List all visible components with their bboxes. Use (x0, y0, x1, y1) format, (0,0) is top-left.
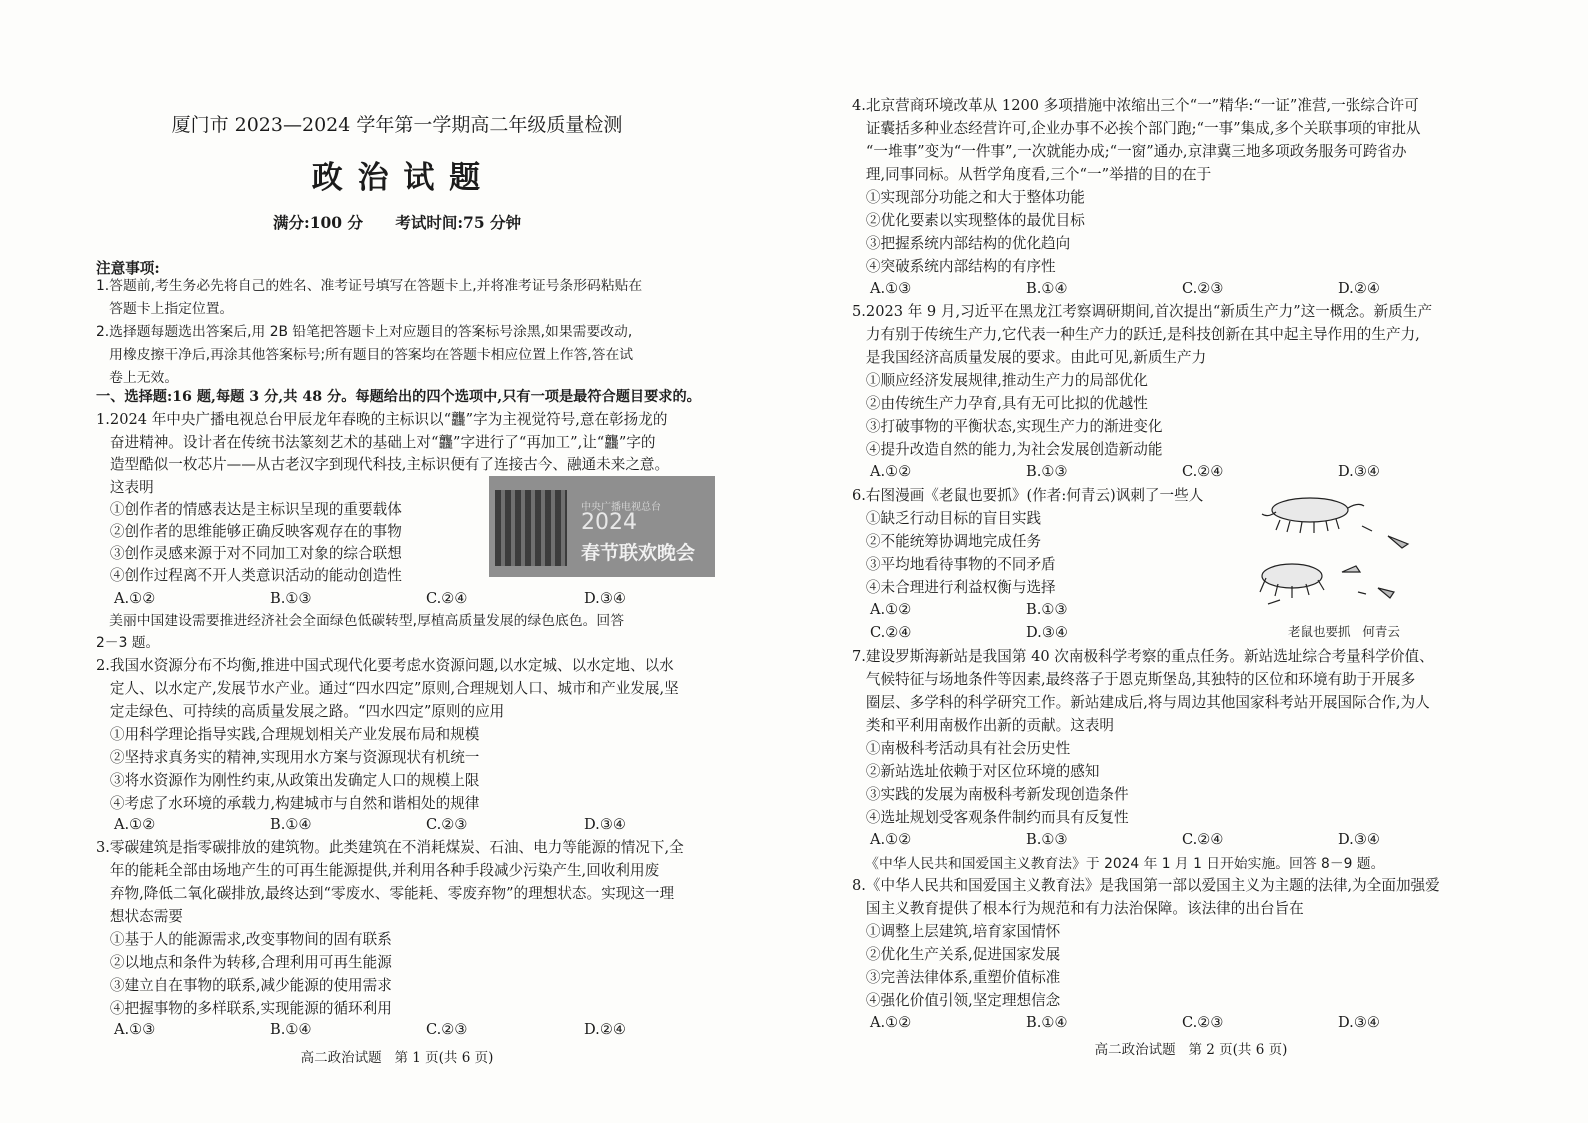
question-6-line: ①缺乏行动目标的盲目实践 (852, 510, 1042, 527)
question-1-line: 奋进精神。设计者在传统书法篆刻艺术的基础上对“龘”字进行了“再加工”,让“龘”字的 (96, 434, 656, 451)
question-2-line: ③将水资源作为刚性约束,从政策出发确定人口的规模上限 (96, 772, 480, 789)
option-d[interactable]: D.③④ (1338, 1014, 1380, 1031)
question-4-line: ②优化要素以实现整体的最优目标 (852, 212, 1085, 229)
question-3-line: 年的能耗全部由场地产生的可再生能源提供,并利用各种手段减少污染产生,回收利用废 (96, 862, 660, 879)
question-7-line: 圈层、多学科的科学研究工作。新站建成后,将与周边其他国家科考站开展国际合作,为人 (852, 694, 1430, 711)
option-a[interactable]: A.①② (114, 816, 156, 833)
notice-line: 用橡皮擦干净后,再涂其他答案标号;所有题目的答案均在答题卡相应位置上作答,答在试 (96, 347, 634, 363)
question-3-line: ①基于人的能源需求,改变事物间的固有联系 (96, 931, 392, 948)
question-5-line: 是我国经济高质量发展的要求。由此可见,新质生产力 (852, 349, 1207, 366)
option-d[interactable]: D.③④ (584, 590, 626, 607)
question-6-line: ④未合理进行利益权衡与选择 (852, 579, 1056, 596)
question-7-line: 类和平利用南极作出新的贡献。这表明 (852, 717, 1115, 734)
question-5-line: ②由传统生产力孕育,具有无可比拟的优越性 (852, 395, 1148, 412)
question-4-line: ④突破系统内部结构的有序性 (852, 258, 1056, 275)
question-4-line: ③把握系统内部结构的优化趋向 (852, 235, 1071, 252)
option-b[interactable]: B.①③ (270, 590, 312, 607)
exam-header: 厦门市 2023—2024 学年第一学期高二年级质量检测 (171, 114, 623, 136)
question-3-line: ③建立自在事物的联系,减少能源的使用需求 (96, 977, 392, 994)
gala-cctv-text: 中央广播电视总台 (581, 502, 661, 513)
question-2-line: ②坚持求真务实的精神,实现用水方案与资源现状有机统一 (96, 749, 480, 766)
question-2-line: ①用科学理论指导实践,合理规划相关产业发展布局和规模 (96, 726, 480, 743)
question-5-line: 力有别于传统生产力,它代表一种生产力的跃迁,是科技创新在其中起主导作用的生产力, (852, 326, 1420, 343)
question-2-line: 定走绿色、可持续的高质量发展之路。“四水四定”原则的应用 (96, 703, 505, 720)
option-b[interactable]: B.①③ (1026, 831, 1068, 848)
material-intro: 美丽中国建设需要推进经济社会全面绿色低碳转型,厚植高质量发展的绿色底色。回答 (96, 613, 625, 629)
question-1-line: ④创作过程离不开人类意识活动的能动创造性 (96, 567, 402, 584)
question-3-line: ④把握事物的多样联系,实现能源的循环利用 (96, 1000, 392, 1017)
option-d[interactable]: D.②④ (1338, 280, 1380, 297)
option-b[interactable]: B.①④ (1026, 280, 1068, 297)
question-3-line: 想状态需要 (96, 908, 183, 925)
page-title: 政 治 试 题 (311, 160, 483, 196)
question-8-line: ③完善法律体系,重塑价值标准 (852, 969, 1061, 986)
option-a[interactable]: A.①② (870, 1014, 912, 1031)
option-a[interactable]: A.①② (870, 831, 912, 848)
option-a[interactable]: A.①② (870, 601, 912, 618)
question-7-line: ④选址规划受客观条件制约而具有反复性 (852, 809, 1129, 826)
material-intro: 《中华人民共和国爱国主义教育法》于 2024 年 1 月 1 日开始实施。回答 8－9 题。 (852, 856, 1385, 872)
gala-title-text: 春节联欢晚会 (581, 542, 696, 564)
question-7-line: ③实践的发展为南极科考新发现创造条件 (852, 786, 1129, 803)
option-a[interactable]: A.①② (870, 463, 912, 480)
question-2-line: 2.我国水资源分布不均衡,推进中国式现代化要考虑水资源问题,以水定城、以水定地、以水 (96, 657, 674, 674)
question-1-line: ①创作者的情感表达是主标识呈现的重要载体 (96, 501, 402, 518)
option-c[interactable]: C.②③ (1182, 280, 1224, 297)
option-a[interactable]: A.①③ (870, 280, 912, 297)
dragon-seal-icon (495, 490, 567, 566)
option-b[interactable]: B.①④ (270, 816, 312, 833)
question-3-line: 3.零碳建筑是指零碳排放的建筑物。此类建筑在不消耗煤炭、石油、电力等能源的情况下,全 (96, 839, 684, 856)
question-4-line: 理,同事同标。从哲学角度看,三个“一”举措的目的在于 (852, 166, 1212, 183)
option-d[interactable]: D.③④ (1338, 463, 1380, 480)
cartoon-caption: 老鼠也要抓 何青云 (1288, 624, 1400, 639)
question-5-line: 5.2023 年 9 月,习近平在黑龙江考察调研期间,首次提出“新质生产力”这一概念。新质生产 (852, 303, 1433, 320)
question-2-line: 定人、以水定产,发展节水产业。通过“四水四定”原则,合理规划人口、城市和产业发展,坚 (96, 680, 679, 697)
question-3-line: ②以地点和条件为转移,合理利用可再生能源 (96, 954, 392, 971)
question-6-line: ②不能统筹协调地完成任务 (852, 533, 1042, 550)
option-d[interactable]: D.③④ (584, 816, 626, 833)
question-4-line: 4.北京营商环境改革从 1200 多项措施中浓缩出三个“一”精华:“一证”准营,一张综合许可 (852, 97, 1419, 114)
exam-info: 满分:100 分 考试时间:75 分钟 (272, 213, 522, 232)
option-c[interactable]: C.②③ (1182, 1014, 1224, 1031)
question-1-line: 1.2024 年中央广播电视总台甲辰龙年春晚的主标识以“龘”字为主视觉符号,意在彰扬龙的 (96, 411, 668, 428)
option-b[interactable]: B.①④ (1026, 1014, 1068, 1031)
question-5-line: ①顺应经济发展规律,推动生产力的局部优化 (852, 372, 1148, 389)
notice-line: 卷上无效。 (96, 370, 179, 386)
question-6-line: ③平均地看待事物的不同矛盾 (852, 556, 1056, 573)
notice-title: 注意事项: (96, 260, 160, 277)
question-8-line: ①调整上层建筑,培育家国情怀 (852, 923, 1061, 940)
question-4-line: “一堆事”变为“一件事”,一次就能办成;“一窗”通办,京津冀三地多项政务服务可跨省办 (852, 143, 1407, 160)
question-8-line: 国主义教育提供了根本行为规范和有力法治保障。该法律的出台旨在 (852, 900, 1304, 917)
question-1-line: ③创作灵感来源于对不同加工对象的综合联想 (96, 545, 402, 562)
option-d[interactable]: D.②④ (584, 1021, 626, 1038)
option-c[interactable]: C.②④ (426, 590, 468, 607)
question-1-line: ②创作者的思维能够正确反映客观存在的事物 (96, 523, 402, 540)
option-a[interactable]: A.①② (114, 590, 156, 607)
question-3-line: 弃物,降低二氧化碳排放,最终达到“零废水、零能耗、零废弃物”的理想状态。实现这一理 (96, 885, 675, 902)
option-b[interactable]: B.①③ (1026, 601, 1068, 618)
question-4-line: 证囊括多种业态经营许可,企业办事不必挨个部门跑;“一事”集成,多个关联事项的审批从 (852, 120, 1421, 137)
option-d[interactable]: D.③④ (1026, 624, 1068, 641)
gala-year-text: 2024 (581, 510, 637, 535)
question-8-line: ②优化生产关系,促进国家发展 (852, 946, 1061, 963)
option-b[interactable]: B.①③ (1026, 463, 1068, 480)
question-2-line: ④考虑了水环境的承载力,构建城市与自然和谐相处的规律 (96, 795, 480, 812)
page-footer: 高二政治试题 第 1 页(共 6 页) (300, 1050, 494, 1066)
option-c[interactable]: C.②③ (426, 1021, 468, 1038)
option-d[interactable]: D.③④ (1338, 831, 1380, 848)
right-page (794, 0, 1588, 1123)
question-7-line: ②新站选址依赖于对区位环境的感知 (852, 763, 1100, 780)
question-5-line: ④提升改造自然的能力,为社会发展创造新动能 (852, 441, 1163, 458)
option-c[interactable]: C.②④ (1182, 463, 1224, 480)
question-7-line: 7.建设罗斯海新站是我国第 40 次南极科学考察的重点任务。新站选址综合考量科学价值、 (852, 648, 1434, 665)
section-title: 一、选择题:16 题,每题 3 分,共 48 分。每题给出的四个选项中,只有一项是最符合题目要求的。 (96, 389, 701, 405)
question-7-line: ①南极科考活动具有社会历史性 (852, 740, 1071, 757)
question-1-line: 这表明 (96, 479, 154, 496)
question-5-line: ③打破事物的平衡状态,实现生产力的渐进变化 (852, 418, 1163, 435)
mouse-cartoon-image (1258, 488, 1428, 620)
material-intro: 2－3 题。 (96, 635, 160, 651)
page-footer: 高二政治试题 第 2 页(共 6 页) (1094, 1042, 1288, 1058)
question-6-line: 6.右图漫画《老鼠也要抓》(作者:何青云)讽刺了一些人 (852, 487, 1204, 504)
question-1-line: 造型酷似一枚芯片——从古老汉字到现代科技,主标识便有了连接古今、融通未来之意。 (96, 456, 670, 473)
option-c[interactable]: C.②③ (426, 816, 468, 833)
question-4-line: ①实现部分功能之和大于整体功能 (852, 189, 1085, 206)
question-8-line: ④强化价值引领,坚定理想信念 (852, 992, 1061, 1009)
option-c[interactable]: C.②④ (870, 624, 912, 641)
option-a[interactable]: A.①③ (114, 1021, 156, 1038)
notice-line: 2.选择题每题选出答案后,用 2B 铅笔把答题卡上对应题目的答案标号涂黑,如果需要改动, (96, 324, 633, 340)
question-8-line: 8.《中华人民共和国爱国主义教育法》是我国第一部以爱国主义为主题的法律,为全面加强爱 (852, 877, 1440, 894)
option-b[interactable]: B.①④ (270, 1021, 312, 1038)
notice-line: 1.答题前,考生务必先将自己的姓名、准考证号填写在答题卡上,并将准考证号条形码粘贴在 (96, 278, 643, 294)
option-c[interactable]: C.②④ (1182, 831, 1224, 848)
question-7-line: 气候特征与场地条件等因素,最终落子于恩克斯堡岛,其独特的区位和环境有助于开展多 (852, 671, 1416, 688)
spring-festival-gala-logo-image (489, 476, 715, 577)
notice-line: 答题卡上指定位置。 (96, 301, 234, 317)
